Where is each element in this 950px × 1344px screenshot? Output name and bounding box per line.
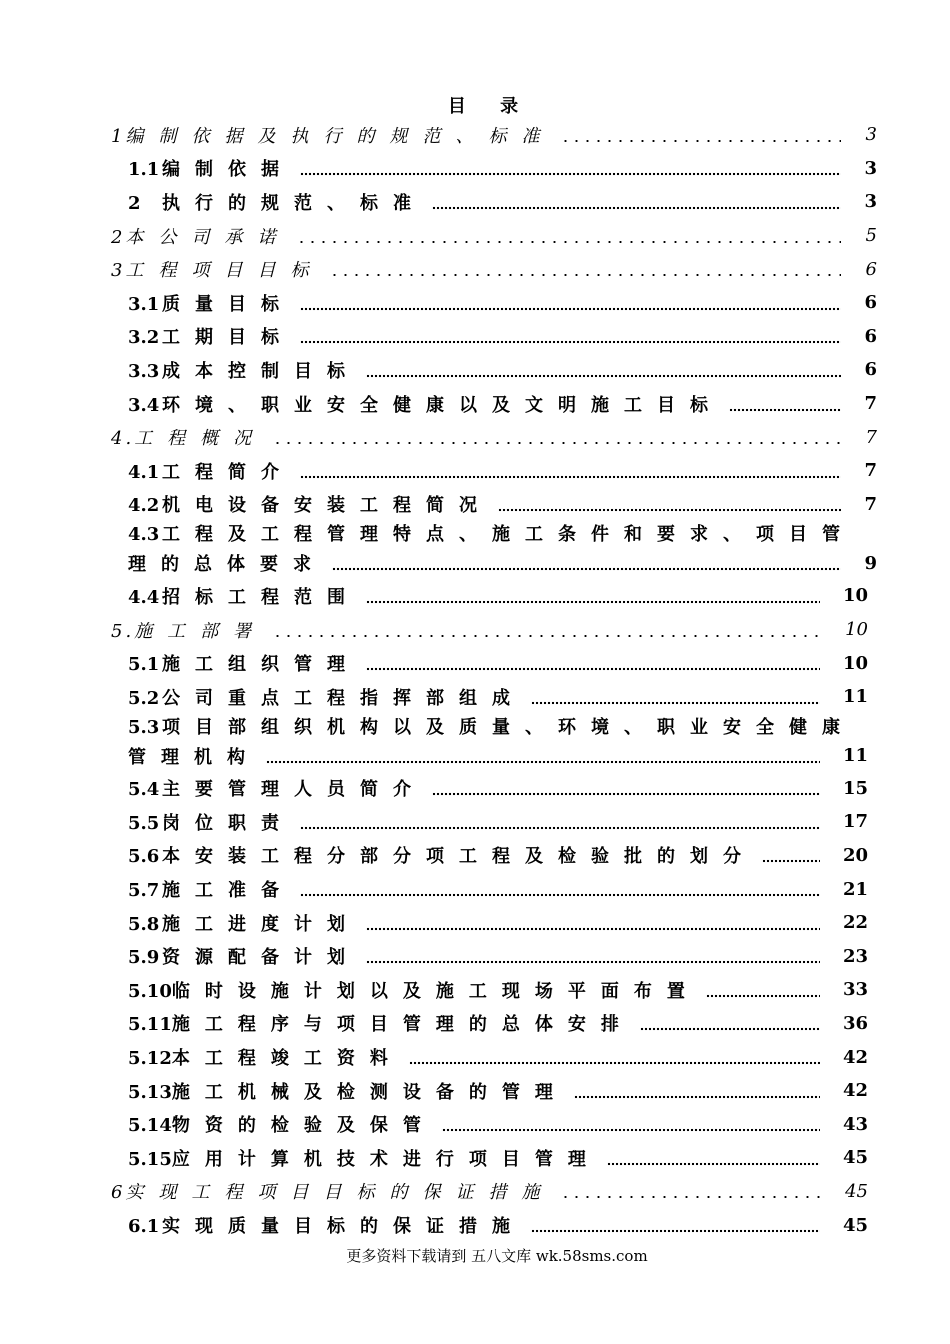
toc-entry-page: 5 <box>865 225 877 247</box>
toc-entry-title: 施工组织管理 <box>162 654 360 676</box>
toc-entry-title: 临时设施计划以及施工现场平面布置 <box>171 980 700 1002</box>
toc-entry-page: 43 <box>842 1113 868 1135</box>
toc-entry[interactable] <box>0 1040 950 1074</box>
dot-leader <box>560 1183 820 1199</box>
toc-entry-number: 1.1 <box>128 159 160 181</box>
toc-entry[interactable] <box>0 185 950 219</box>
dot-leader <box>607 1150 820 1166</box>
toc-entry-number: 2 <box>128 192 141 214</box>
toc-entry-page: 10 <box>845 619 868 641</box>
dot-leader <box>272 622 820 638</box>
toc-entry-title: 质量目标 <box>162 293 294 315</box>
toc-entry-page: 10 <box>842 585 868 607</box>
dot-leader <box>432 780 820 796</box>
toc-entry[interactable] <box>0 1074 950 1108</box>
toc-entry-page: 3 <box>864 157 877 179</box>
dot-leader <box>409 1049 820 1065</box>
toc-entry-page: 42 <box>842 1046 868 1068</box>
toc-entry-number: 5.1 <box>128 654 160 676</box>
dot-leader <box>531 689 820 705</box>
toc-entry-title: 施工准备 <box>162 880 294 902</box>
toc-entry-title: 实现质量目标的保证措施 <box>162 1216 525 1238</box>
toc-entry-page: 7 <box>864 393 877 415</box>
toc-entry-number: 5. <box>111 620 135 642</box>
toc-entry-title: 工期目标 <box>162 327 294 349</box>
toc-entry-page: 7 <box>864 493 877 515</box>
toc-entry-page: 7 <box>865 426 877 448</box>
dot-leader <box>329 261 841 277</box>
toc-entry[interactable] <box>0 579 950 613</box>
toc-chapter-entry[interactable] <box>0 118 950 152</box>
toc-entry-page: 6 <box>864 359 877 381</box>
dot-leader <box>300 295 841 311</box>
toc-title: 目 录 <box>447 96 533 117</box>
toc-entry-page: 6 <box>864 292 877 314</box>
toc-entry-number: 5.15 <box>128 1148 172 1170</box>
toc-entry-title: 编制依据 <box>162 159 294 181</box>
toc-entry-number: 6 <box>111 1182 126 1204</box>
table-of-contents <box>0 118 950 1242</box>
toc-entry-page: 7 <box>864 460 877 482</box>
toc-entry-title: 施工机械及检测设备的管理 <box>171 1081 568 1103</box>
toc-entry-page: 11 <box>842 686 868 708</box>
toc-entry[interactable] <box>0 387 950 421</box>
dot-leader <box>272 429 841 445</box>
toc-entry-number: 2 <box>111 226 126 248</box>
toc-entry-number: 5.8 <box>128 913 160 935</box>
dot-leader <box>266 748 820 764</box>
toc-entry[interactable] <box>0 973 950 1007</box>
toc-entry-number: 4.4 <box>128 586 160 608</box>
toc-entry[interactable] <box>0 839 950 873</box>
toc-entry-page: 36 <box>842 1012 868 1034</box>
toc-entry-page: 20 <box>842 844 868 866</box>
toc-entry[interactable] <box>0 1107 950 1141</box>
dot-leader <box>296 228 841 244</box>
toc-entry-title: 成本控制目标 <box>162 360 360 382</box>
dot-leader <box>531 1217 820 1233</box>
toc-entry-title: 施工部署 <box>134 620 267 642</box>
toc-entry-page: 3 <box>864 191 877 213</box>
toc-entry-page: 45 <box>842 1214 868 1236</box>
toc-entry-title: 编制依据及执行的规范、标准 <box>125 125 555 147</box>
dot-leader <box>332 555 841 571</box>
toc-entry-number: 1 <box>111 125 126 147</box>
toc-entry[interactable] <box>0 454 950 488</box>
toc-entry[interactable] <box>0 872 950 906</box>
toc-entry-page: 17 <box>842 811 868 833</box>
toc-entry-number: 5.14 <box>128 1115 172 1137</box>
dot-leader <box>498 496 841 512</box>
toc-entry-number: 3.4 <box>128 394 160 416</box>
toc-entry[interactable] <box>0 1208 950 1242</box>
toc-entry-title: 环境、职业安全健康以及文明施工目标 <box>162 394 723 416</box>
toc-entry[interactable] <box>0 939 950 973</box>
toc-entry[interactable] <box>0 286 950 320</box>
toc-entry-number: 3.1 <box>128 293 160 315</box>
dot-leader <box>300 881 820 897</box>
toc-entry-page: 3 <box>865 124 877 146</box>
dot-leader <box>300 160 841 176</box>
footer-text: 更多资料下载请到 五八文库 wk.58sms.com <box>346 1247 648 1265</box>
toc-entry-title: 公司重点工程指挥部组成 <box>162 687 525 709</box>
toc-entry-title: 本安装工程分部分项工程及检验批的划分 <box>162 846 756 868</box>
toc-entry-number: 5.7 <box>128 880 160 902</box>
toc-entry-title: 本工程竣工资料 <box>171 1048 403 1070</box>
toc-entry-title: 机电设备安装工程简况 <box>162 495 492 517</box>
dot-leader <box>432 194 841 210</box>
toc-entry[interactable] <box>0 680 950 714</box>
dot-leader <box>729 396 841 412</box>
toc-entry-number: 5.5 <box>128 812 160 834</box>
toc-entry-number: 5.11 <box>128 1014 172 1036</box>
toc-entry[interactable] <box>0 646 950 680</box>
toc-entry-page: 15 <box>842 777 868 799</box>
toc-entry-title: 主要管理人员简介 <box>162 779 426 801</box>
toc-entry[interactable] <box>0 906 950 940</box>
dot-leader <box>366 948 820 964</box>
toc-entry[interactable] <box>0 320 950 354</box>
toc-entry-page: 22 <box>842 912 868 934</box>
toc-entry[interactable] <box>0 521 950 579</box>
toc-entry-title-continued: 理的总体要求 <box>128 554 326 576</box>
dot-leader <box>366 915 820 931</box>
dot-leader <box>300 814 820 830</box>
toc-entry-number: 5.13 <box>128 1081 172 1103</box>
toc-entry-number: 5.9 <box>128 947 160 969</box>
toc-entry-title: 项目部组织机构以及质量、环境、职业安全健康 <box>162 716 855 738</box>
dot-leader <box>366 362 841 378</box>
toc-entry-number: 5.6 <box>128 846 160 868</box>
toc-entry-title: 施工程序与项目管理的总体安排 <box>171 1014 634 1036</box>
toc-entry-page: 23 <box>842 945 868 967</box>
toc-entry[interactable] <box>0 488 950 522</box>
toc-entry-page: 45 <box>845 1180 868 1202</box>
toc-entry-number: 3.2 <box>128 327 160 349</box>
toc-chapter-entry[interactable] <box>0 420 950 454</box>
toc-entry-number: 3.3 <box>128 360 160 382</box>
toc-entry[interactable] <box>0 1007 950 1041</box>
toc-entry-page: 6 <box>865 258 877 280</box>
dot-leader <box>300 328 841 344</box>
toc-entry-title: 实现工程项目目标的保证措施 <box>125 1182 555 1204</box>
toc-entry-page: 9 <box>864 552 877 574</box>
toc-entry-number: 5.12 <box>128 1048 172 1070</box>
dot-leader <box>366 655 820 671</box>
dot-leader <box>640 1015 820 1031</box>
toc-chapter-entry[interactable] <box>0 613 950 647</box>
toc-entry-number: 4.3 <box>128 524 160 546</box>
toc-entry-title: 资源配备计划 <box>162 947 360 969</box>
toc-entry-page: 6 <box>864 325 877 347</box>
toc-entry-number: 5.4 <box>128 779 160 801</box>
toc-entry-page: 21 <box>842 878 868 900</box>
toc-entry-number: 3 <box>111 260 126 282</box>
toc-entry[interactable] <box>0 353 950 387</box>
toc-entry-number: 5.10 <box>128 980 172 1002</box>
toc-entry-number: 5.3 <box>128 716 160 738</box>
dot-leader <box>366 588 820 604</box>
toc-entry-number: 4.2 <box>128 495 160 517</box>
toc-entry-page: 45 <box>842 1147 868 1169</box>
toc-entry-title: 岗位职责 <box>162 812 294 834</box>
toc-entry-title: 招标工程范围 <box>162 586 360 608</box>
toc-entry-title: 工程及工程管理特点、施工条件和要求、项目管 <box>162 524 855 546</box>
toc-entry-number: 4.1 <box>128 461 160 483</box>
toc-entry-title-continued: 管理机构 <box>128 746 260 768</box>
toc-entry-title: 本公司承诺 <box>125 226 291 248</box>
toc-entry-title: 工程简介 <box>162 461 294 483</box>
toc-entry-number: 5.2 <box>128 687 160 709</box>
toc-entry-title: 物资的检验及保管 <box>171 1115 436 1137</box>
dot-leader <box>300 463 841 479</box>
dot-leader <box>442 1116 820 1132</box>
toc-entry-page: 42 <box>842 1080 868 1102</box>
toc-entry-title: 工程项目目标 <box>125 260 324 282</box>
toc-entry[interactable] <box>0 1141 950 1175</box>
dot-leader <box>560 127 841 143</box>
toc-entry-number: 6.1 <box>128 1216 160 1238</box>
toc-entry-page: 33 <box>842 979 868 1001</box>
toc-entry-title: 施工进度计划 <box>162 913 360 935</box>
dot-leader <box>706 982 820 998</box>
toc-entry[interactable] <box>0 714 950 772</box>
dot-leader <box>762 847 820 863</box>
toc-entry-page: 11 <box>842 745 868 766</box>
dot-leader <box>574 1083 820 1099</box>
toc-entry-number: 4. <box>111 428 135 450</box>
toc-entry-page: 10 <box>842 652 868 674</box>
toc-entry[interactable] <box>0 152 950 186</box>
toc-entry-title: 工程概况 <box>134 428 267 450</box>
toc-entry[interactable] <box>0 805 950 839</box>
toc-chapter-entry[interactable] <box>0 219 950 253</box>
toc-chapter-entry[interactable] <box>0 1175 950 1209</box>
toc-entry-title: 应用计算机技术进行项目管理 <box>171 1148 601 1170</box>
toc-entry[interactable] <box>0 772 950 806</box>
toc-chapter-entry[interactable] <box>0 252 950 286</box>
toc-entry-title: 执行的规范、标准 <box>162 192 426 214</box>
